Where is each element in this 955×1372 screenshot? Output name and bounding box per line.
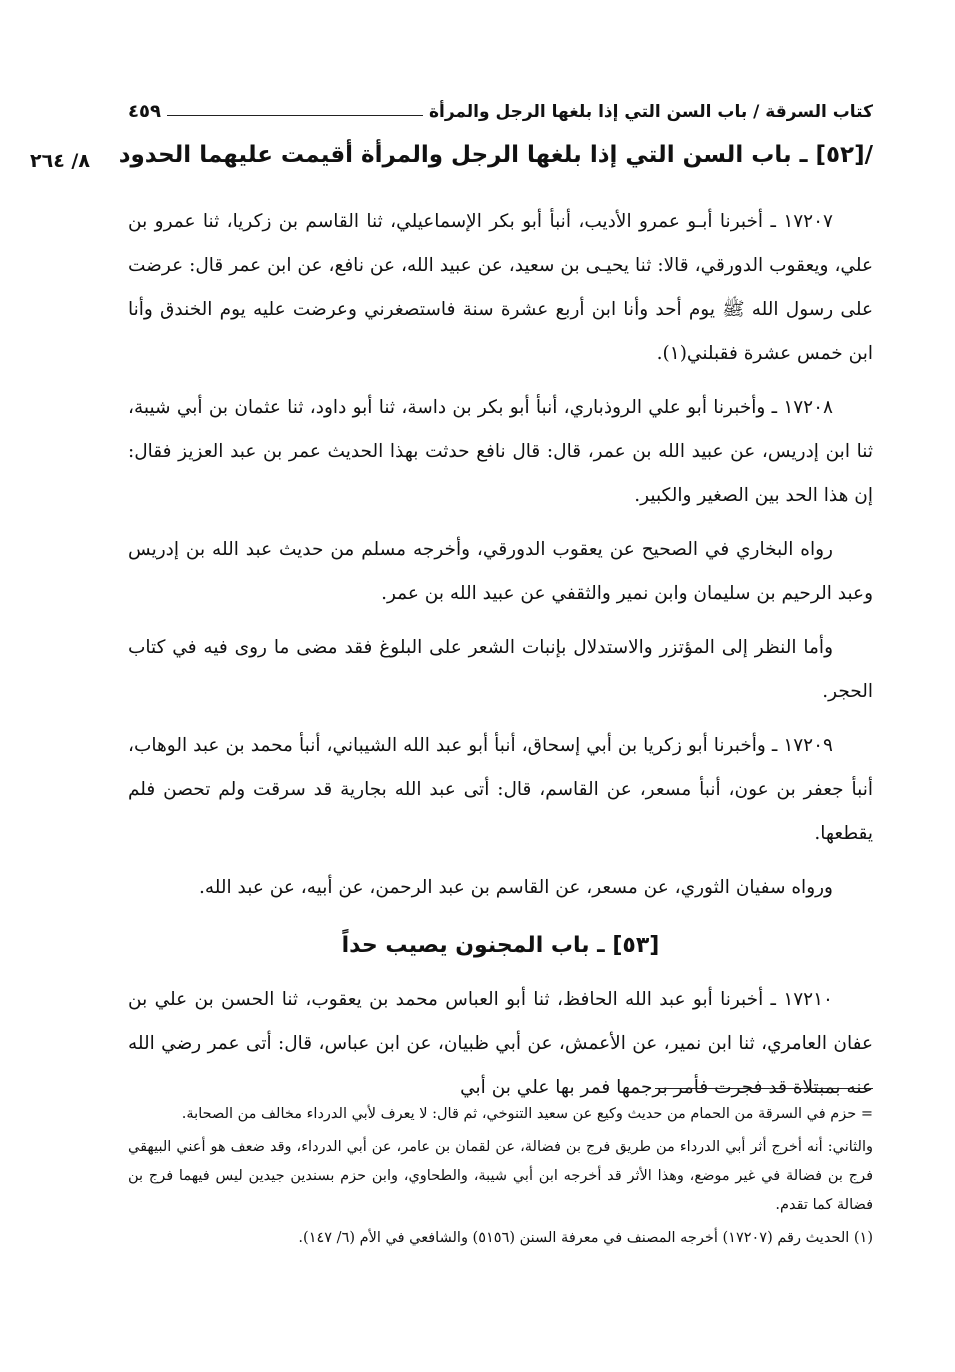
hadith-paragraph: ١٧٢٠٨ ـ وأخبرنا أبو علي الروذباري، أنبأ أبو بكر بن داسة، ثنا أبو داود، ثنا عثمان بن أبي شيبة، ثنا ابن إدريس، عن عبيد الله بن عمر، قال: قال نافع حدثت بهذا الحديث عمر بن عبد العزيز فقال: إن هذا الحد بين الصغير والكبير.: [128, 397, 873, 506]
footnote-separator: [655, 1088, 873, 1089]
commentary-paragraph: رواه البخاري في الصحيح عن يعقوب الدورقي، وأخرجه مسلم من حديث عبد الله بن إدريس وعبد الرحيم بن سليمان وابن نمير والثقفي عن عبيد الله بن عمر.: [128, 539, 873, 604]
section-heading: [٥٣] ـ باب المجنون يصيب حداً: [341, 933, 660, 958]
footnote-1: (١) الحديث رقم (١٧٢٠٧) أخرجه المصنف في معرفة السنن (٥١٥٦) والشافعي في الأم (٦/ ١٤٧).: [298, 1230, 873, 1246]
commentary-paragraph: وأما النظر إلى المؤتزر والاستدلال بإنبات الشعر على البلوغ فقد مضى ما روى فيه في كتاب الحجر.: [128, 637, 873, 702]
hadith-paragraph: ١٧٢٠٩ ـ وأخبرنا أبو زكريا بن أبي إسحاق، أنبأ أبو عبد الله الشيباني، أنبأ محمد بن عبد الوهاب، أنبأ جعفر بن عون، أنبأ مسعر، عن القاسم، قال: أتى عبد الله بجارية قد سرقت ولم تحصن فلم يقطعها.: [128, 735, 873, 844]
hadith-paragraph: ١٧٢١٠ ـ أخبرنا أبو عبد الله الحافظ، ثنا أبو العباس محمد بن يعقوب، ثنا الحسن بن علي بن عفان العامري، ثنا ابن نمير، عن الأعمش، عن أبي ظبيان، عن ابن عباس، قال: أتى عمر رضي الله عنه بمبتلاة قد فجرت فأمر برجمها فمر بها علي بن أبي: [128, 989, 873, 1098]
body-text: [128, 200, 873, 1120]
footnotes: [128, 1100, 873, 1257]
footnote-continuation: = حزم في السرقة من الحمام من حديث وكيع عن سعيد التنوخي، ثم قال: لا يعرف لأبي الدرداء مخالف من الصحابة.: [181, 1106, 873, 1122]
hadith-paragraph: ١٧٢٠٧ ـ أخبرنا أبـو عمرو الأديب، أنبأ أبو بكر الإسماعيلي، ثنا القاسم بن زكريا، ثنا عمرو بن علي، ويعقوب الدورقي، قالا: ثنا يحيـى بن سعيد، عن عبيد الله، عن نافع، عن ابن عمر قال: عرضت على رسول الله ﷺ يوم أحد وأنا ابن أربع عشرة سنة فاستصغرني وعرضت عليه يوم الخندق وأنا ابن خمس عشرة فقبلني(١).: [128, 211, 873, 364]
commentary-paragraph: ورواه سفيان الثوري، عن مسعر، عن القاسم بن عبد الرحمن، عن أبيه، عن عبد الله.: [198, 877, 833, 898]
page-number: ٤٥٩: [128, 101, 161, 122]
header-rule: [167, 115, 423, 116]
running-header-title: كتاب السرقة / باب السن التي إذا بلغها الرجل والمرأة: [428, 102, 873, 122]
footnote-paragraph: والثاني: أنه أخرج أثر أبي الدرداء من طريق فرج بن فضالة، عن لقمان بن عامر، عن أبي الدرداء، وقد ضعف هو أعني البيهقي فرج بن فضالة في غير موضع، وهذا الأثر قد أخرجه ابن أبي شيبة، والطحاوي، وابن حزم بسندين جيدين ليس فيهما فرج بن فضالة كما تقدم.: [128, 1139, 873, 1213]
margin-volume-reference: ٨/ ٢٦٤: [30, 150, 90, 172]
chapter-heading: /[٥٢] ـ باب السن التي إذا بلغها الرجل والمرأة أقيمت عليهما الحدود: [118, 142, 873, 168]
running-header: [128, 88, 873, 122]
